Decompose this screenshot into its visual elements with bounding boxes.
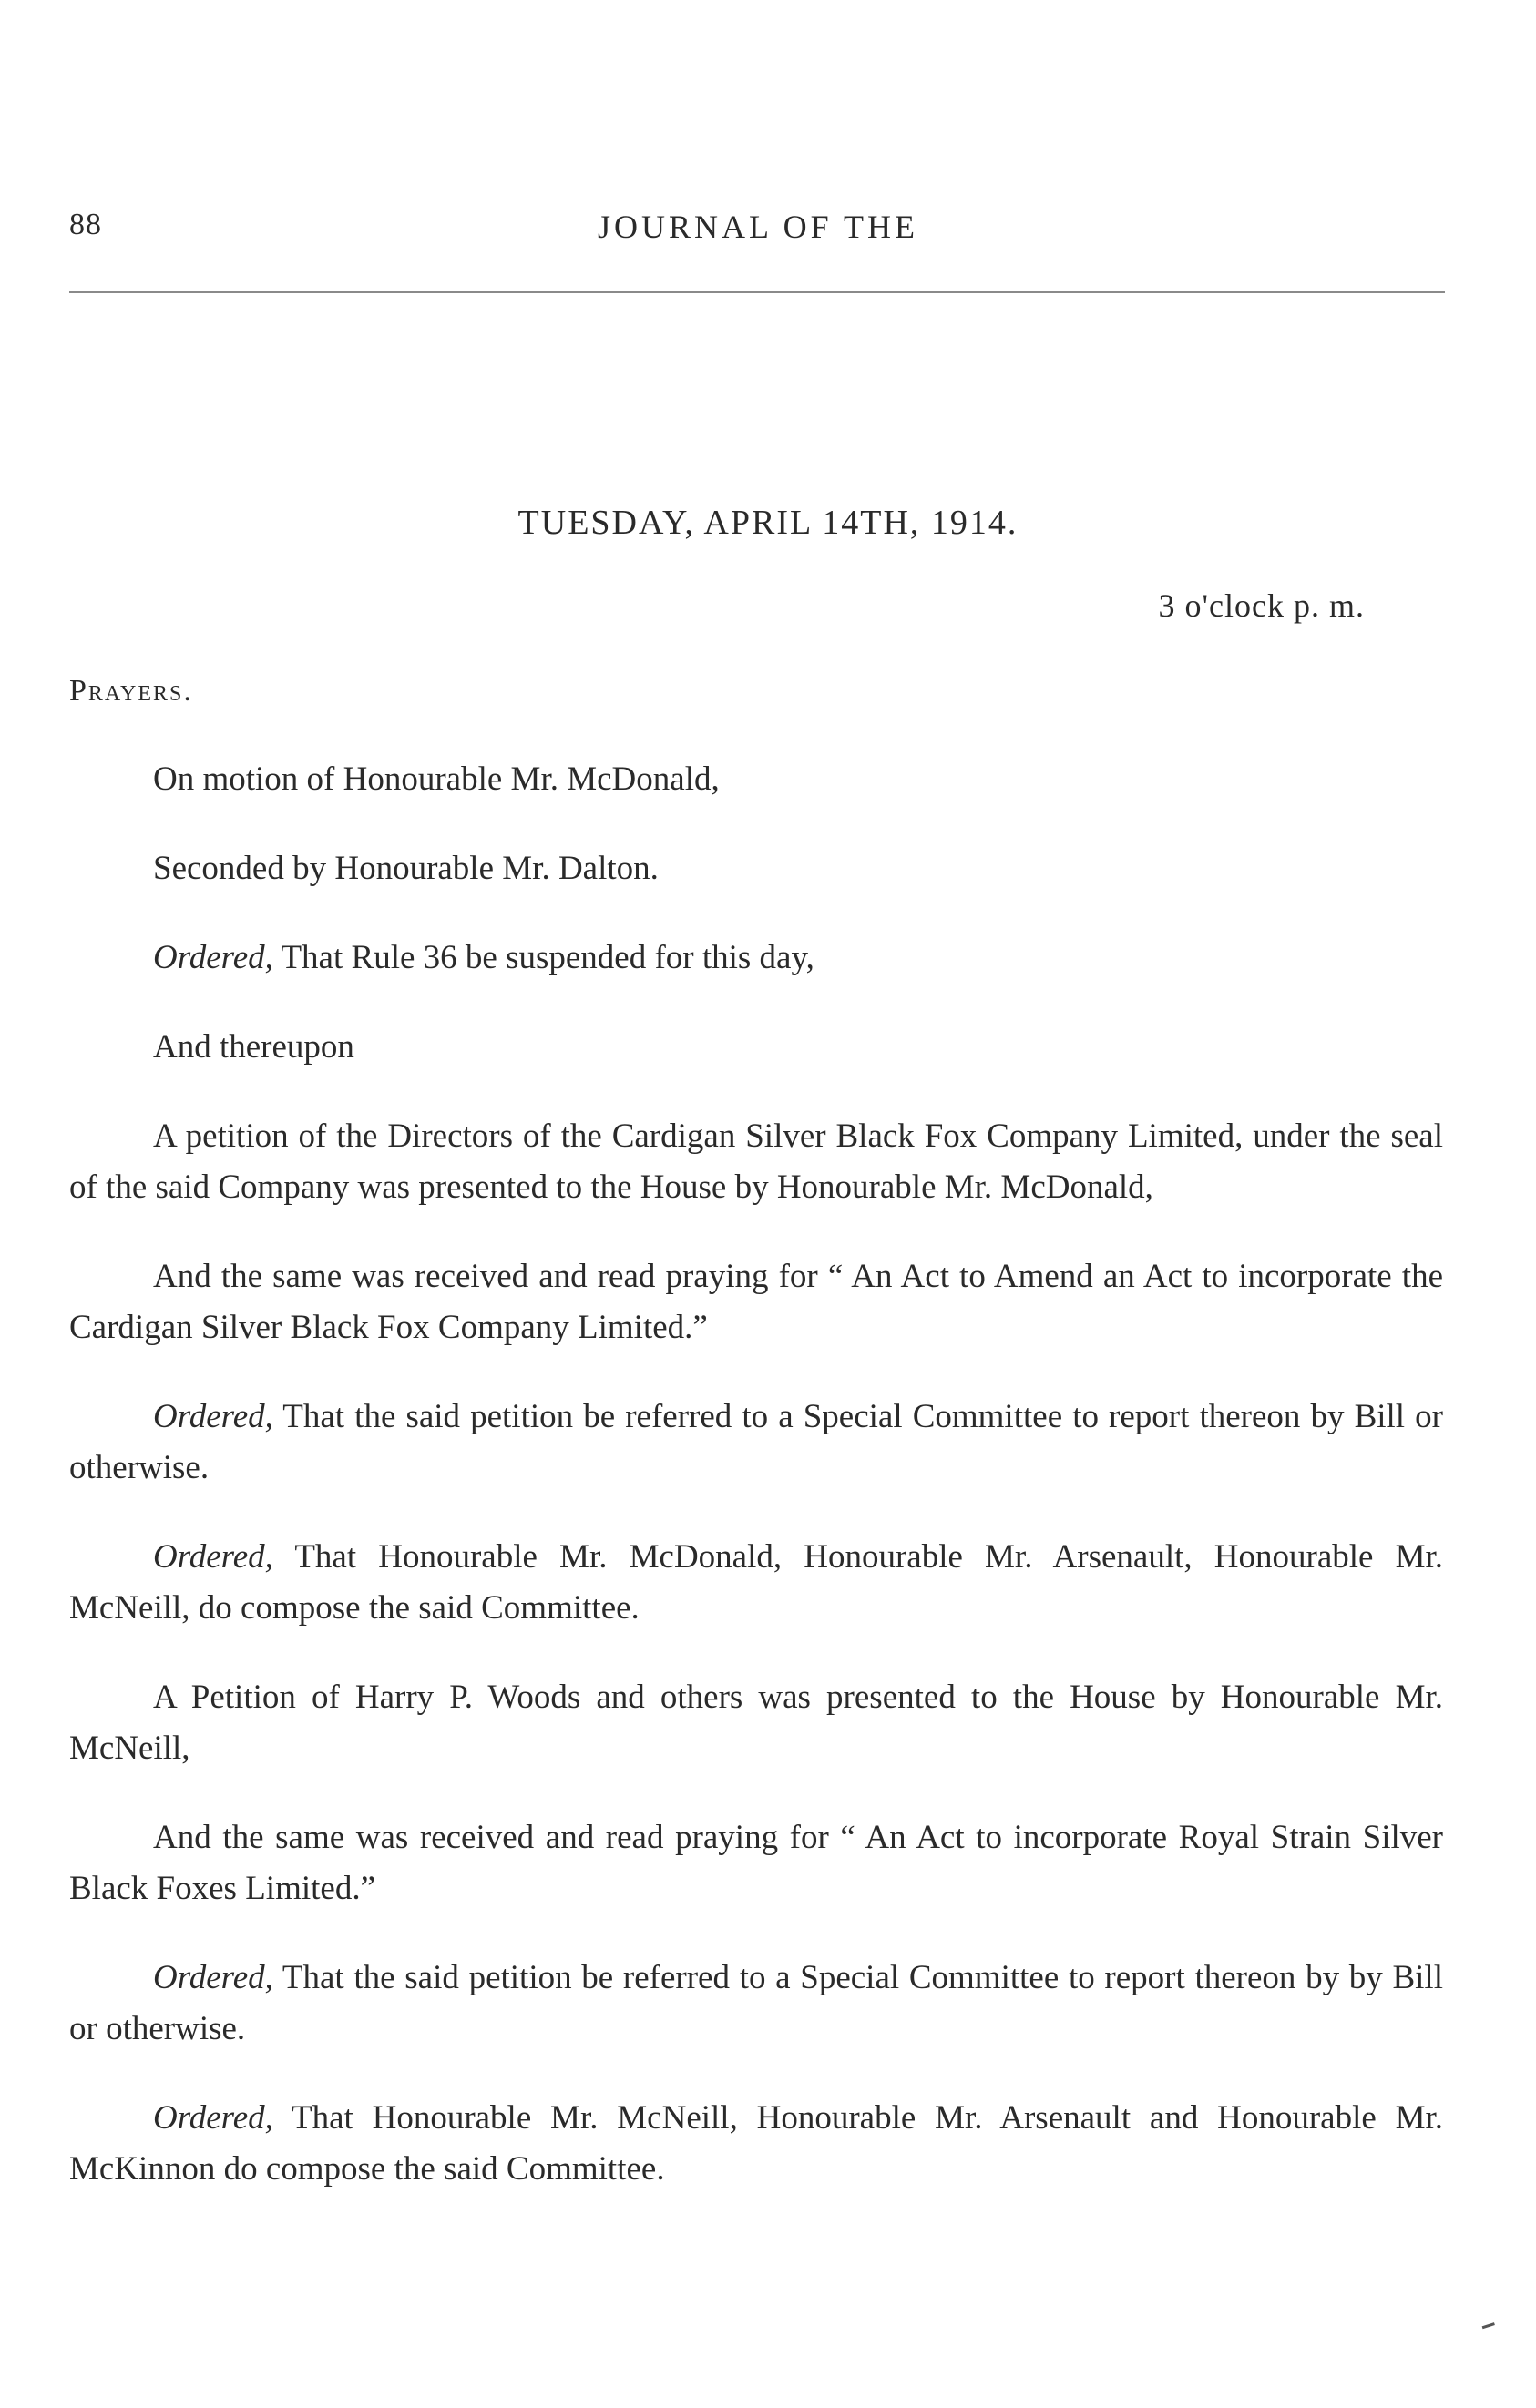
paragraph-text: A Petition of Harry P. Woods and others was presented to the House by Honourable Mr. McNeill, bbox=[69, 1678, 1443, 1767]
paragraph-text: And the same was received and read praying for “ An Act to incorporate Royal Strain Silver Black Foxes Limited.” bbox=[69, 1819, 1443, 1907]
paragraph-woods-referred bbox=[69, 1953, 1443, 2055]
paragraph-woods-committee bbox=[69, 2093, 1443, 2195]
paragraph-seconded bbox=[69, 843, 1443, 894]
journal-body bbox=[69, 754, 1443, 2233]
paragraph-cardigan-petition bbox=[69, 1111, 1443, 1213]
paragraph-cardigan-committee bbox=[69, 1532, 1443, 1634]
ordered-label: Ordered, bbox=[153, 939, 273, 976]
page-header bbox=[69, 208, 1447, 262]
session-time: 3 o'clock p. m. bbox=[1158, 587, 1365, 624]
paragraph-woods-read bbox=[69, 1812, 1443, 1914]
ordered-label: Ordered, bbox=[153, 1398, 273, 1435]
header-rule bbox=[69, 291, 1445, 293]
prayers-heading: Prayers. bbox=[69, 674, 193, 708]
running-head: JOURNAL OF THE bbox=[597, 209, 918, 245]
paragraph-cardigan-read bbox=[69, 1251, 1443, 1353]
paragraph-text: That the said petition be referred to a Special Committee to report thereon by by Bill or otherwise. bbox=[69, 1959, 1443, 2047]
ordered-label: Ordered, bbox=[153, 2099, 273, 2137]
paragraph-text: That Honourable Mr. McDonald, Honourable Mr. Arsenault, Honourable Mr. McNeill, do compose the said Committee. bbox=[69, 1538, 1443, 1627]
paragraph-motion bbox=[69, 754, 1443, 805]
paragraph-text: And thereupon bbox=[153, 1028, 354, 1066]
ordered-label: Ordered, bbox=[153, 1959, 273, 1996]
paragraph-text: That the said petition be referred to a Special Committee to report thereon by Bill or otherwise. bbox=[69, 1398, 1443, 1486]
paragraph-text: That Rule 36 be suspended for this day, bbox=[272, 939, 814, 976]
ordered-label: Ordered, bbox=[153, 1538, 273, 1576]
print-mark bbox=[1482, 2322, 1498, 2336]
paragraph-text: And the same was received and read praying for “ An Act to Amend an Act to incorporate the Cardigan Silver Black Fox Company Limited.” bbox=[69, 1258, 1443, 1346]
paragraph-text: On motion of Honourable Mr. McDonald, bbox=[153, 760, 720, 798]
paragraph-cardigan-referred bbox=[69, 1392, 1443, 1494]
paragraph-text: That Honourable Mr. McNeill, Honourable Mr. Arsenault and Honourable Mr. McKinnon do compose the said Committee. bbox=[69, 2099, 1443, 2188]
paragraph-text: A petition of the Directors of the Cardigan Silver Black Fox Company Limited, under the seal of the said Company was presented to the House by Honourable Mr. McDonald, bbox=[69, 1117, 1443, 1206]
paragraph-thereupon bbox=[69, 1022, 1443, 1073]
page-number: 88 bbox=[69, 208, 102, 241]
paragraph-ordered-rule bbox=[69, 933, 1443, 984]
paragraph-text: Seconded by Honourable Mr. Dalton. bbox=[153, 850, 659, 887]
session-date: TUESDAY, APRIL 14TH, 1914. bbox=[517, 504, 1019, 542]
paragraph-woods-petition bbox=[69, 1672, 1443, 1774]
